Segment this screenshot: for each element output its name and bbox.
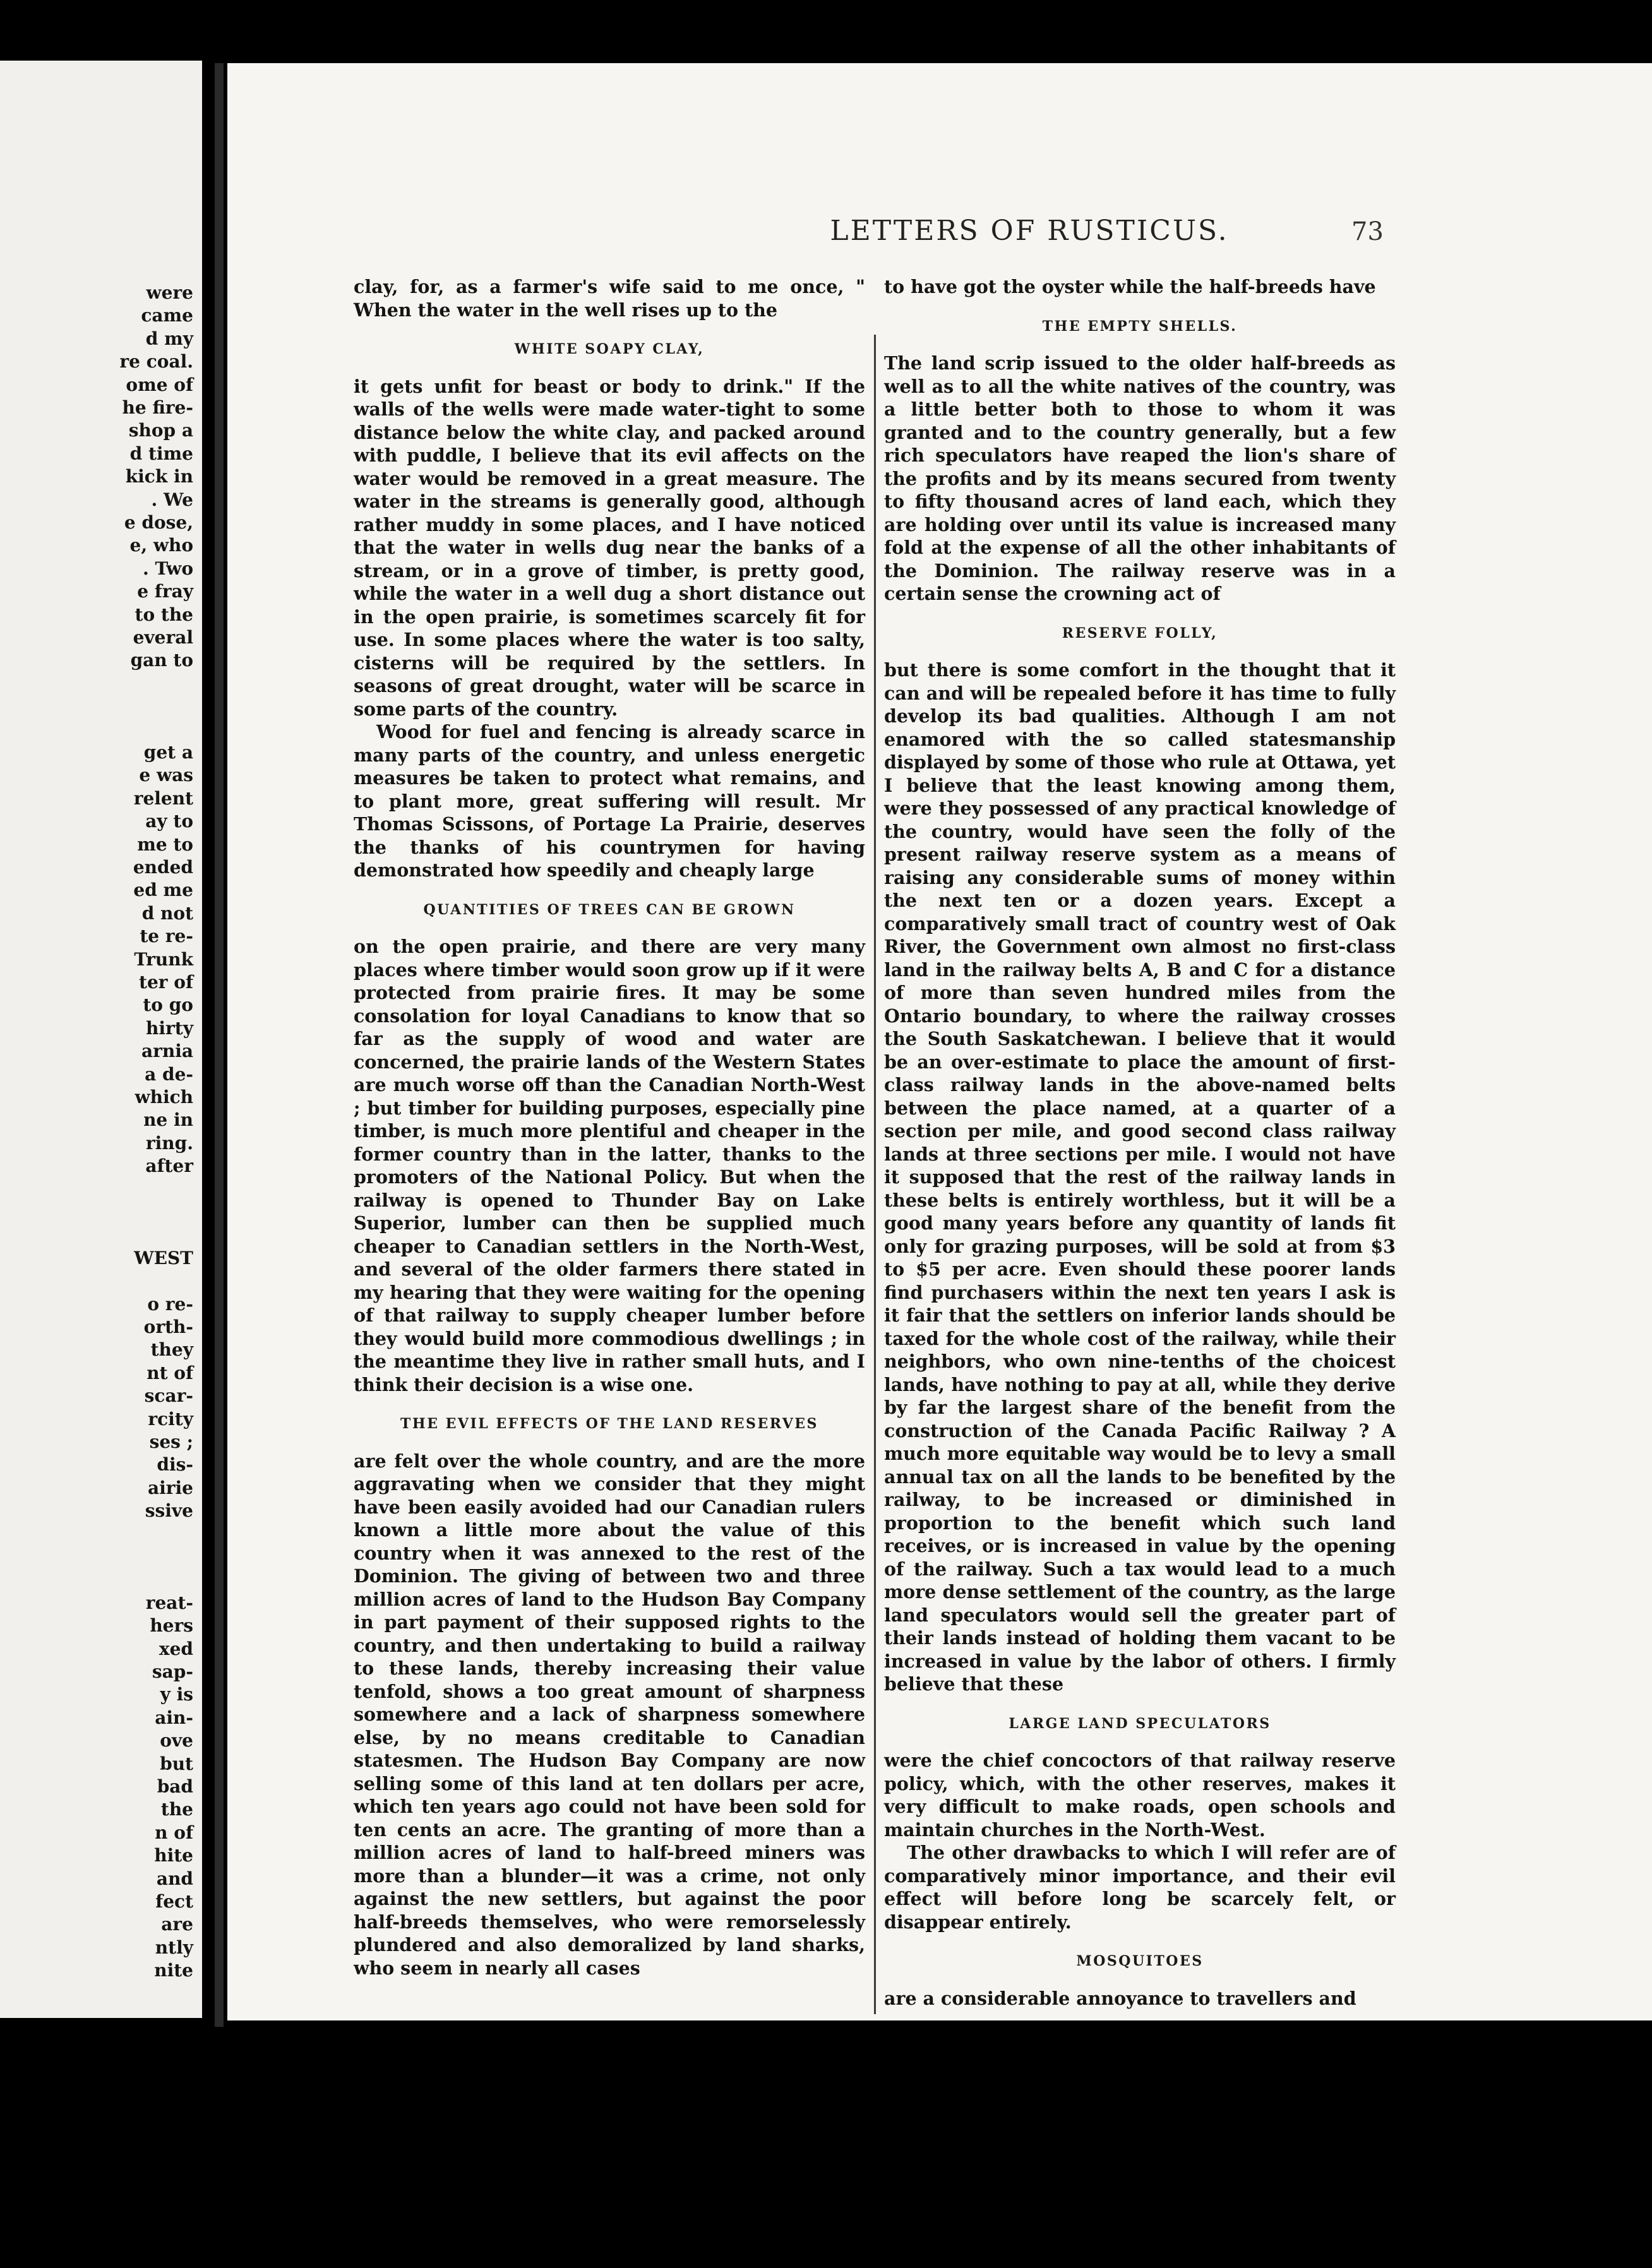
cropped-text-fragment: fect bbox=[155, 1891, 193, 1912]
cropped-text-fragment: they bbox=[150, 1339, 193, 1361]
running-head: LETTERS OF RUSTICUS. bbox=[830, 215, 1229, 247]
cropped-text-fragment: ove bbox=[160, 1730, 193, 1752]
cropped-text-fragment: . Two bbox=[142, 558, 193, 579]
cropped-text-fragment: the bbox=[160, 1799, 193, 1820]
cropped-text-fragment: ended bbox=[133, 857, 193, 878]
cropped-text-fragment: hirty bbox=[146, 1017, 193, 1039]
cropped-text-fragment: e fray bbox=[137, 581, 193, 602]
cropped-text-fragment: . We bbox=[151, 489, 193, 510]
cropped-text-fragment: gan to bbox=[130, 650, 193, 671]
cropped-text-fragment: ed me bbox=[133, 880, 193, 901]
cropped-text-fragment: ain- bbox=[155, 1707, 193, 1728]
cropped-text-fragment: relent bbox=[133, 787, 193, 809]
cropped-text-fragment: ring. bbox=[145, 1132, 193, 1154]
paragraph: are felt over the whole country, and are the more aggravating when we consider that they might have been easily avoided had our Canadian rulers known a little more about the value of this country when it was annexed to the rest of the Dominion. The giving of between two and three million acres of land to the Hudson Bay Company in part payment of their supposed rights to the country, and then undertaking to build a railway to these lands, thereby increasing their value tenfold, shows a too great amount of sharpness somewhere and a lack of sharpness somewhere else, by no means creditable to Canadian statesmen. The Hudson Bay Company are now selling some of this land at ten dollars per acre, which ten years ago could not have been sold for ten cents an acre. The granting of more than a million acres of land to half-breed miners was more than a blunder—it was a crime, not only against the new settlers, but against the poor half-breeds themselves, who were remorselessly plundered and also demoralized by land sharks, who seem in nearly all cases bbox=[354, 1450, 865, 1979]
cropped-text-fragment: nite bbox=[154, 1960, 193, 1981]
cropped-text-fragment: dis- bbox=[157, 1454, 193, 1476]
text-column-right bbox=[884, 275, 1396, 2010]
cropped-text-fragment: and bbox=[156, 1868, 193, 1889]
cropped-text-fragment: y is bbox=[160, 1684, 193, 1705]
section-heading: THE EVIL EFFECTS OF THE LAND RESERVES bbox=[400, 1416, 818, 1432]
cropped-text-fragment: o re- bbox=[147, 1293, 193, 1315]
cropped-text-fragment: me to bbox=[137, 833, 193, 855]
cropped-text-fragment: reat- bbox=[145, 1592, 193, 1613]
cropped-text-fragment: e dose, bbox=[124, 512, 193, 533]
paragraph: to have got the oyster while the half-breeds have bbox=[884, 276, 1376, 297]
cropped-text-fragment: arnia bbox=[141, 1041, 193, 1062]
paragraph: clay, for, as a farmer's wife said to me once, " When the water in the well rises up to the bbox=[354, 276, 865, 321]
page-number: 73 bbox=[1351, 217, 1384, 246]
cropped-text-fragment: were bbox=[146, 282, 193, 303]
cropped-text-fragment: xed bbox=[159, 1638, 193, 1659]
cropped-text-fragment: are bbox=[161, 1914, 193, 1935]
paragraph: on the open prairie, and there are very many places where timber would soon grow up if it were protected from prairie fires. It may be some consolation for loyal Canadians to know that so far as the supply of wood and water are concerned, the prairie lands of the Western States are much worse off than the Canadian North-West ; but timber for building purposes, especially pine timber, is much more plentiful and cheaper in the former country than in the latter, thanks to the promoters of the National Policy. But when the railway is opened to Thunder Bay on Lake Superior, lumber can then be supplied much cheaper to Canadian settlers in the North-West, and several of the older farmers there stated in my hearing that they were waiting for the opening of that railway to supply cheaper lumber before they would build more commodious dwellings ; in the meantime they live in rather small huts, and I think their decision is a wise one. bbox=[354, 936, 865, 1395]
cropped-text-fragment: airie bbox=[148, 1477, 193, 1498]
cropped-text-fragment: ome of bbox=[126, 374, 193, 395]
cropped-text-fragment: bad bbox=[157, 1776, 193, 1797]
cropped-text-fragment: which bbox=[135, 1087, 193, 1107]
page-gutter bbox=[215, 63, 224, 2027]
cropped-text-fragment: te re- bbox=[140, 926, 193, 947]
cropped-text-fragment: scar- bbox=[144, 1385, 193, 1407]
section-heading: LARGE LAND SPECULATORS bbox=[1009, 1715, 1271, 1732]
cropped-text-fragment: orth- bbox=[143, 1316, 193, 1337]
adjacent-page-fragment bbox=[0, 61, 202, 2018]
section-heading: THE EMPTY SHELLS. bbox=[1042, 318, 1238, 335]
cropped-text-fragment: ssive bbox=[145, 1500, 193, 1522]
cropped-text-fragment: a de- bbox=[145, 1063, 193, 1085]
cropped-text-fragment: e, who bbox=[129, 535, 193, 556]
section-heading: WHITE SOAPY CLAY, bbox=[514, 341, 705, 357]
cropped-text-fragment: everal bbox=[133, 627, 193, 648]
cropped-text-fragment: came bbox=[141, 305, 193, 326]
cropped-text-fragment: after bbox=[145, 1155, 193, 1177]
cropped-text-fragment: nt of bbox=[147, 1362, 193, 1383]
cropped-text-fragment: ter of bbox=[139, 972, 193, 993]
paragraph: The other drawbacks to which I will refer are of comparatively minor importance, and their evil effect will before long be scarcely felt, or disappear entirely. bbox=[884, 1842, 1396, 1933]
paragraph: but there is some comfort in the thought that it can and will be repealed before it has time to fully develop its bad qualities. Although I am not enamored with the so called statesmanship displayed by some of those who rule at Ottawa, yet I believe that the least knowing among them, were they possessed of any practical knowledge of the country, would have seen the folly of the present railway reserve system as a means of raising any considerable sums of money within the next ten or a dozen years. Except a comparatively small tract of country west of Oak River, the Government own almost no first-class land in the railway belts A, B and C for a distance of more than seven hundred miles from the Ontario boundary, to where the railway crosses the South Saskatchewan. I believe that it would be an over-estimate to place the amount of first-class railway lands in the above-named belts between the place named, at a quarter of a section per mile, and good second class railway lands at three sections per mile. I would not have it supposed that the rest of the railway lands in these belts is entirely worthless, but it will be a good many years before any quantity of lands fit only for grazing purposes, will be sold at from $3 to $5 per acre. Even should these poorer lands find purchasers within the next ten years I ask is it fair that the settlers on inferior lands should be taxed for the whole cost of the railway, while their neighbors, who own nine-tenths of the choicest lands, have nothing to pay at all, while they derive by far the largest share of the benefit from the construction of the Canada Pacific Railway ? A much more equitable way would be to levy a small annual tax on all the lands to be benefited by the railway, to be increased or diminished in proportion to the benefit which such land receives, or is increased in value by the opening of the railway. Such a tax would lead to a much more dense settlement of the country, as the large land speculators would sell the greater part of their lands instead of holding them vacant to be increased in value by the labor of others. I firmly believe that these bbox=[884, 659, 1396, 1695]
cropped-text-fragment: ntly bbox=[155, 1937, 193, 1958]
cropped-text-fragment: rcity bbox=[148, 1408, 193, 1429]
paragraph: Wood for fuel and fencing is already scarce in many parts of the country, and unless energetic measures be taken to protect what remains, and to plant more, great suffering will result. Mr Thomas Scissons, of Portage La Prairie, deserves the thanks of his countrymen for having demonstrated how speedily and cheaply large bbox=[354, 721, 865, 881]
column-rule bbox=[874, 335, 876, 2014]
paragraph: The land scrip issued to the older half-breeds as well as to all the white natives of the country, was a little better both to those to whom it was granted and to the country generally, but a few rich speculators have reaped the lion's share of the profits and by its means secured from twenty to fifty thousand acres of land each, which they are holding over until its value is increased many fold at the expense of all the other inhabitants of the Dominion. The railway reserve was in a certain sense the crowning act of bbox=[884, 352, 1396, 604]
document-page bbox=[227, 63, 1652, 2020]
cropped-text-fragment: WEST bbox=[134, 1247, 193, 1268]
section-heading: MOSQUITOES bbox=[1076, 1953, 1204, 1969]
paragraph: are a considerable annoyance to travellers and bbox=[884, 1987, 1356, 2009]
cropped-text-fragment: d not bbox=[141, 902, 193, 924]
cropped-text-fragment: ses ; bbox=[149, 1431, 193, 1452]
cropped-text-fragment: he fire- bbox=[122, 397, 193, 418]
cropped-text-fragment: but bbox=[160, 1753, 193, 1774]
cropped-text-fragment: to go bbox=[143, 994, 193, 1016]
section-heading: RESERVE FOLLY, bbox=[1062, 624, 1218, 642]
paragraph: were the chief concoctors of that railway reserve policy, which, with the other reserves, makes it very difficult to make roads, open schools and maintain churches in the North-West. bbox=[884, 1750, 1396, 1841]
cropped-text-fragment: get a bbox=[143, 742, 193, 763]
cropped-text-fragment: hite bbox=[154, 1845, 193, 1866]
cropped-text-fragment: d time bbox=[129, 443, 193, 464]
cropped-text-fragment: e was bbox=[139, 765, 193, 786]
cropped-text-fragment: d my bbox=[145, 328, 193, 349]
text-column-left bbox=[354, 275, 865, 1979]
cropped-text-fragment: re coal. bbox=[119, 351, 193, 373]
cropped-text-fragment: ne in bbox=[143, 1109, 193, 1131]
cropped-text-fragment: n of bbox=[155, 1822, 193, 1843]
paragraph: it gets unfit for beast or body to drink." If the walls of the wells were made water-tight to some distance below the white clay, and packed around with puddle, I believe that its evil affects on the water would be removed in a great measure. The water in the streams is generally good, although rather muddy in some places, and I have noticed that the water in wells dug near the banks of a stream, or in a grove of timber, is pretty good, while the water in a well dug a short distance out in the open prairie, is sometimes scarcely fit for use. In some places where the water is too salty, cisterns will be required by the settlers. In seasons of great drought, water will be scarce in some parts of the country. bbox=[354, 375, 865, 720]
cropped-text-fragment: kick in bbox=[125, 466, 193, 487]
cropped-text-fragment: Trunk bbox=[134, 948, 193, 970]
cropped-text-fragment: to the bbox=[135, 604, 193, 625]
section-heading: QUANTITIES OF TREES CAN BE GROWN bbox=[423, 901, 796, 918]
cropped-text-fragment: shop a bbox=[128, 420, 193, 441]
cropped-text-fragment: hers bbox=[150, 1615, 193, 1637]
cropped-text-fragment: sap- bbox=[152, 1661, 193, 1682]
cropped-text-fragment: ay to bbox=[145, 811, 193, 832]
